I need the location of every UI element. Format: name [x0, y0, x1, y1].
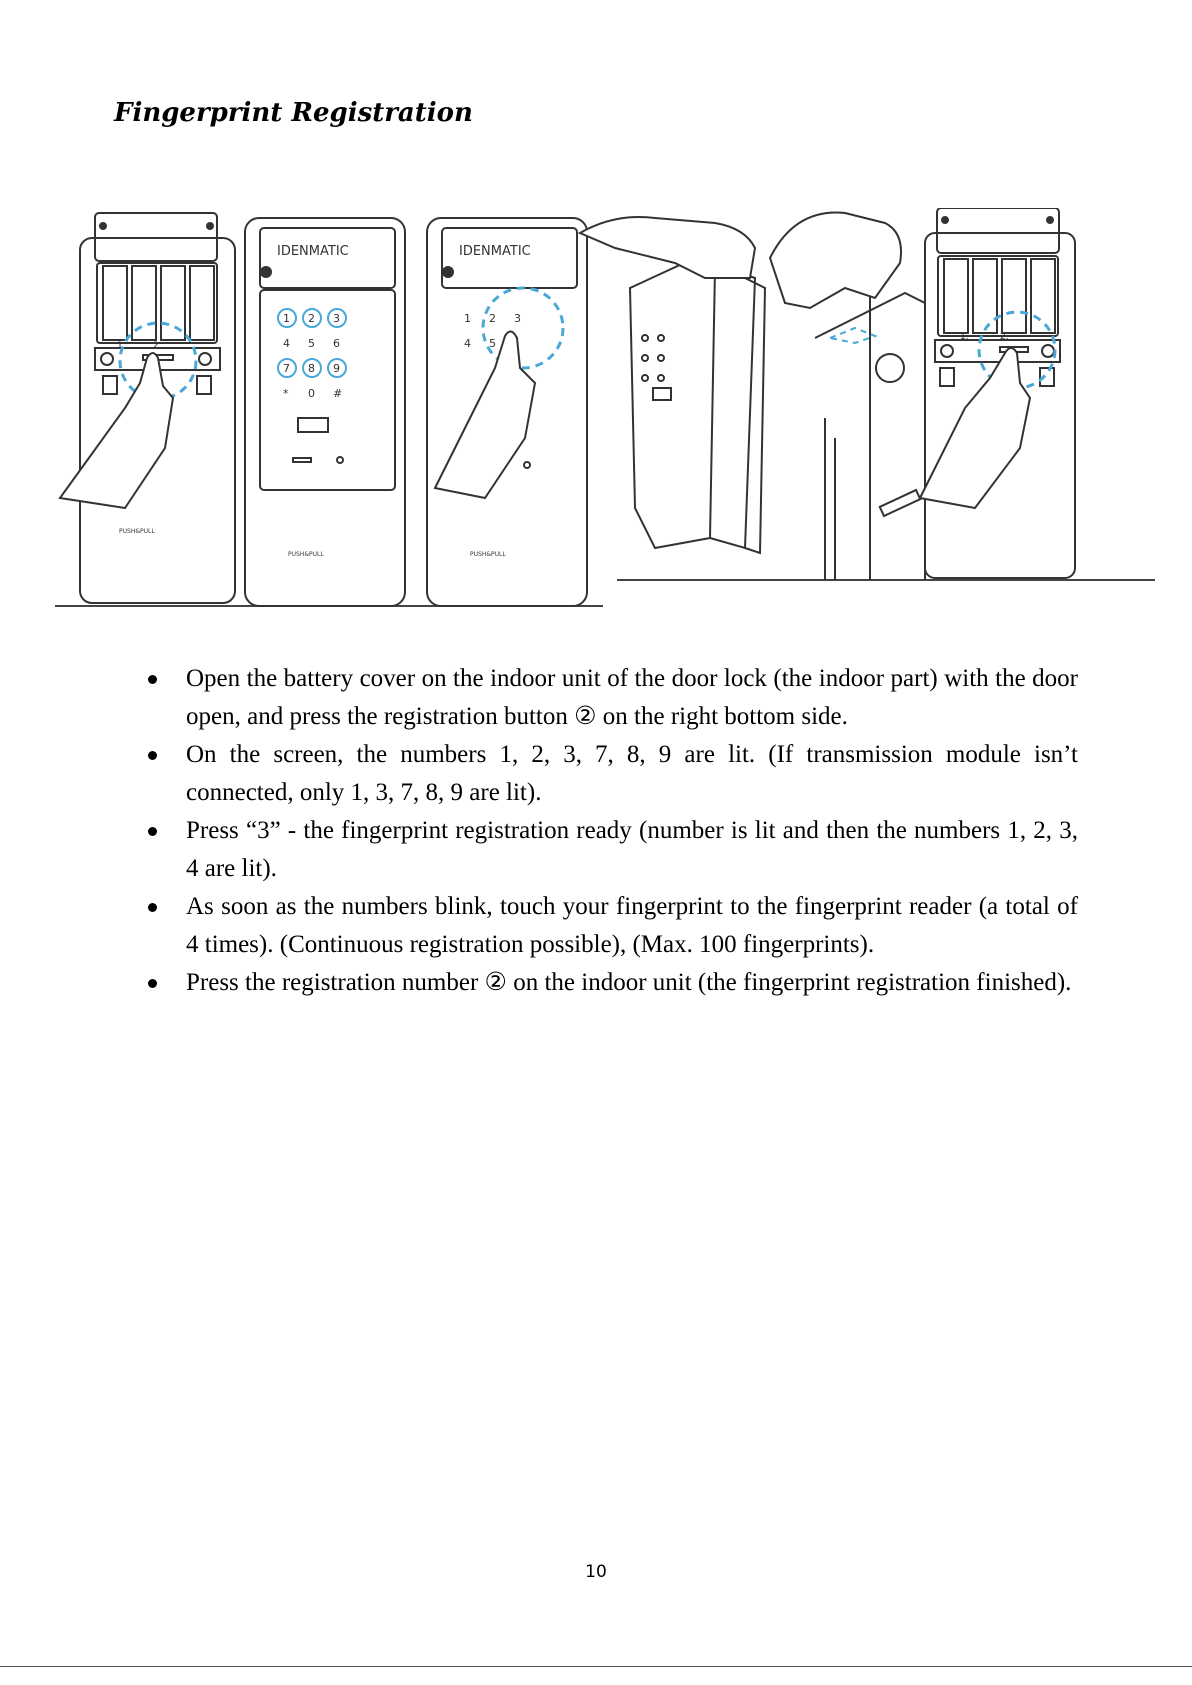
list-item — [148, 964, 1078, 1002]
footer-divider — [0, 1666, 1192, 1667]
panel-outdoor-keypad — [245, 218, 405, 606]
page-number: 10 — [585, 1562, 607, 1582]
bullet-dot — [148, 903, 157, 912]
installation-illustration — [55, 208, 1155, 608]
svg-text:2: 2 — [308, 312, 315, 325]
svg-text:IDENMATIC: IDENMATIC — [459, 244, 531, 259]
highlight-circle — [483, 288, 563, 368]
page-title: Fingerprint Registration — [114, 98, 473, 128]
svg-text:3: 3 — [333, 312, 340, 325]
list-item — [148, 660, 1078, 736]
svg-text:*: * — [283, 387, 289, 400]
svg-text:2.: 2. — [1000, 332, 1009, 342]
bullet-dot — [148, 827, 157, 836]
svg-text:#: # — [333, 387, 343, 400]
svg-text:2: 2 — [489, 312, 496, 325]
svg-text:5: 5 — [489, 337, 496, 350]
list-item-text: Open the battery cover on the indoor unit of the door lock (the indoor part) with the door open, and press the registration button ② on the right bottom side. — [186, 665, 1078, 730]
button-label: 2. — [153, 341, 162, 351]
list-item-text: Press the registration number ② on the indoor unit (the fingerprint registration finished). — [186, 969, 1072, 996]
svg-text:8: 8 — [308, 362, 315, 375]
brand-logo: IDENMATIC — [277, 244, 349, 259]
svg-text:0: 0 — [308, 387, 315, 400]
panel-remove-cover — [795, 278, 925, 580]
svg-text:5: 5 — [308, 337, 315, 350]
svg-text:PUSH&PULL: PUSH&PULL — [288, 551, 324, 558]
list-item — [148, 888, 1078, 964]
svg-text:1: 1 — [283, 312, 290, 325]
list-item-text: As soon as the numbers blink, touch your fingerprint to the fingerprint reader (a total of 4 times). (Continuous registration possible), (Max. 100 fingerprints). — [186, 893, 1078, 958]
hand-lifting-icon — [580, 217, 755, 278]
svg-text:7: 7 — [283, 362, 290, 375]
svg-text:PUSH&PULL: PUSH&PULL — [470, 551, 506, 558]
list-item-text: On the screen, the numbers 1, 2, 3, 7, 8, 9 are lit. (If transmission module isn’t connected, only 1, 3, 7, 8, 9 are lit). — [186, 741, 1078, 806]
hand-pointer-icon — [435, 331, 535, 498]
svg-text:4: 4 — [283, 337, 290, 350]
list-item-text: Press “3” - the fingerprint registration ready (number is lit and then the numbers 1, 2, 3, 4 are lit). — [186, 817, 1078, 882]
list-item — [148, 736, 1078, 812]
svg-text:1.: 1. — [960, 332, 969, 342]
hand-lifting-icon — [770, 213, 901, 308]
bullet-dot — [148, 979, 157, 988]
button-label: 1. — [117, 341, 126, 351]
svg-text:4: 4 — [464, 337, 471, 350]
hand-pointer-icon — [920, 348, 1030, 508]
push-pull-label: PUSH&PULL — [119, 528, 155, 535]
instruction-list — [148, 660, 1078, 1002]
bullet-dot — [148, 751, 157, 760]
list-item — [148, 812, 1078, 888]
bullet-dot — [148, 675, 157, 684]
svg-text:9: 9 — [333, 362, 340, 375]
svg-text:3: 3 — [514, 312, 521, 325]
panel-door-side — [630, 258, 765, 553]
svg-text:6: 6 — [333, 337, 340, 350]
svg-text:1: 1 — [464, 312, 471, 325]
